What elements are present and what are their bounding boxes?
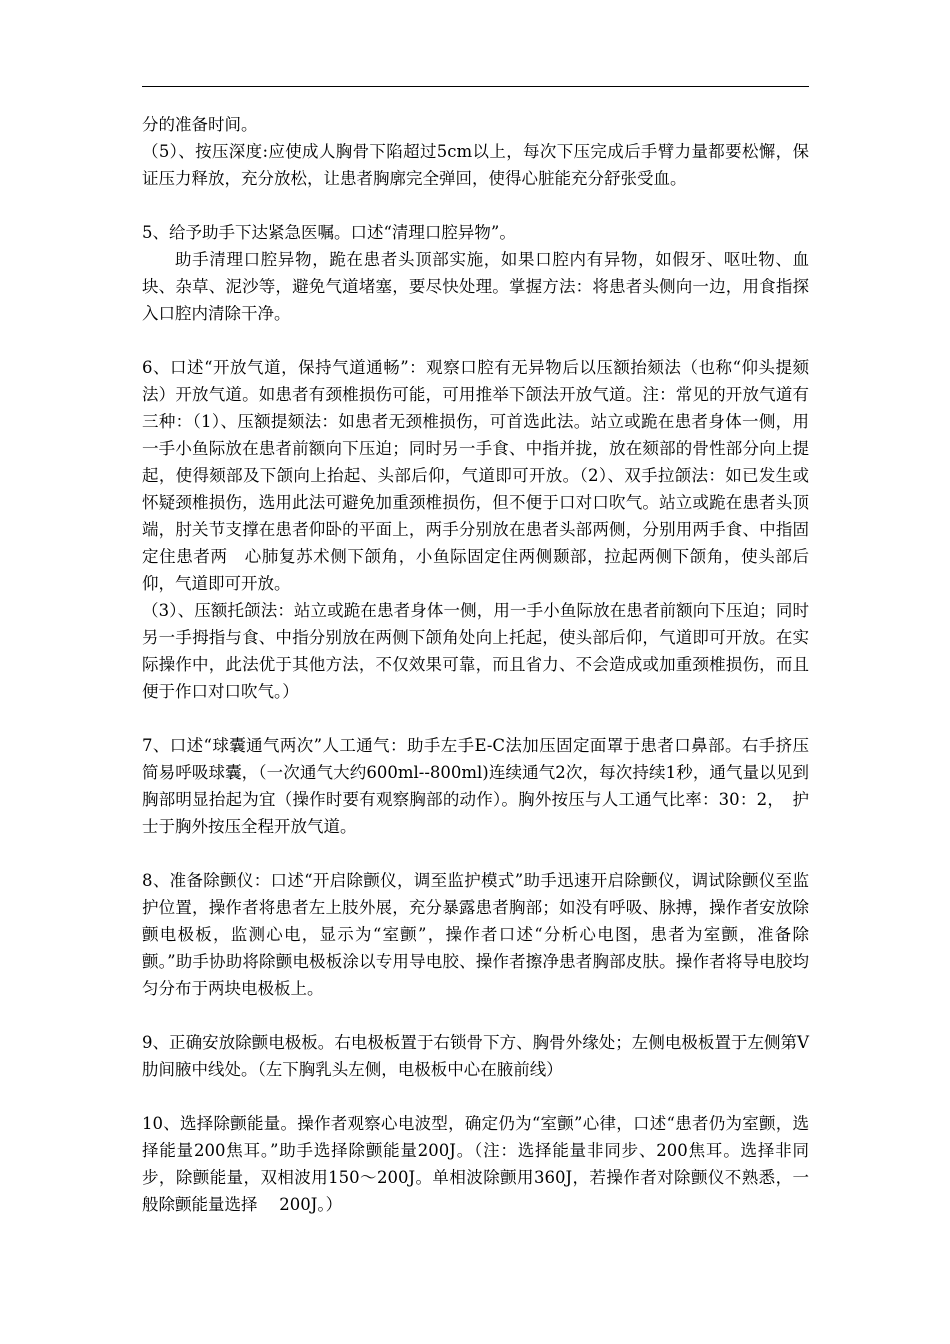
paragraph-gap (142, 327, 809, 354)
paragraph-gap (142, 840, 809, 867)
paragraph-gap (142, 1083, 809, 1110)
paragraph-step-10: 10、选择除颤能量。操作者观察心电波型，确定仍为“室颤”心律，口述“患者仍为室颤，选择能量200焦耳。”助手选择除颤能量200J。（注：选择能量非同步、200焦耳。选择非同步，除颤能量，双相波用150～200J。单相波除颤用360J，若操作者对除颤仪不熟悉，一般除颤能量选择 200J。） (142, 1114, 809, 1214)
paragraph-gap (142, 705, 809, 732)
paragraph-compression-depth: （5）、按压深度:应使成人胸骨下陷超过5cm以上，每次下压完成后手臂力量都要松懈，保证压力释放，充分放松，让患者胸廓完全弹回，使得心脏能充分舒张受血。 (142, 142, 809, 188)
header-rule (142, 86, 809, 87)
paragraph-step-7: 7、口述“球囊通气两次”人工通气：助手左手E-C法加压固定面罩于患者口鼻部。右手挤压简易呼吸球囊，（一次通气大约600ml--800ml)连续通气2次，每次持续1秒，通气量以见到胸部明显抬起为宜（操作时要有观察胸部的动作）。胸外按压与人工通气比率：30：2， 护士于胸外按压全程开放气道。 (142, 736, 809, 836)
paragraph-step-8: 8、准备除颤仪：口述“开启除颤仪，调至监护模式”助手迅速开启除颤仪，调试除颤仪至监护位置，操作者将患者左上肢外展，充分暴露患者胸部；如没有呼吸、脉搏，操作者安放除颤电极板，监测心电，显示为“室颤”，操作者口述“分析心电图，患者为室颤，准备除颤。”助手协助将除颤电极板涂以专用导电胶、操作者擦净患者胸部皮肤。操作者将导电胶均匀分布于两块电极板上。 (142, 871, 809, 998)
paragraph-step-6: 6、口述“开放气道，保持气道通畅”：观察口腔有无异物后以压额抬颏法（也称“仰头提颏法）开放气道。如患者有颈椎损伤可能，可用推举下颌法开放气道。注：常见的开放气道有三种：（1）、压额提颏法：如患者无颈椎损伤，可首选此法。站立或跪在患者身体一侧，用一手小鱼际放在患者前额向下压迫；同时另一手食、中指并拢，放在颏部的骨性部分向上提起，使得颏部及下颌向上抬起、头部后仰，气道即可开放。（2）、双手拉颌法：如已发生或怀疑颈椎损伤，选用此法可避免加重颈椎损伤，但不便于口对口吹气。站立或跪在患者头顶端，肘关节支撑在患者仰卧的平面上，两手分别放在患者头部两侧，分别用两手食、中指固定住患者两 心肺复苏术侧下颌角，小鱼际固定住两侧颞部，拉起两侧下颌角，使头部后仰，气道即可开放。 (142, 358, 809, 593)
paragraph-jaw-thrust: （3）、压额托颌法：站立或跪在患者身体一侧，用一手小鱼际放在患者前额向下压迫；同时另一手拇指与食、中指分别放在两侧下颌角处向上托起，使头部后仰，气道即可开放。在实际操作中，此法优于其他方法，不仅效果可靠，而且省力、不会造成或加重颈椎损伤，而且便于作口对口吹气。） (142, 601, 809, 701)
paragraph-clear-airway: 助手清理口腔异物，跪在患者头顶部实施，如果口腔内有异物，如假牙、呕吐物、血块、杂草、泥沙等，避免气道堵塞，要尽快处理。掌握方法：将患者头侧向一边，用食指探入口腔内清除干净。 (142, 250, 809, 323)
paragraph-preparation-time: 分的准备时间。 (142, 115, 258, 134)
paragraph-gap (142, 1002, 809, 1029)
paragraph-gap (142, 192, 809, 219)
paragraph-step-5: 5、给予助手下达紧急医嘱。口述“清理口腔异物”。 (142, 223, 516, 242)
paragraph-step-9: 9、正确安放除颤电极板。右电极板置于右锁骨下方、胸骨外缘处；左侧电极板置于左侧第V肋间腋中线处。（左下胸乳头左侧，电极板中心在腋前线） (142, 1033, 809, 1079)
document-body (142, 111, 809, 1218)
